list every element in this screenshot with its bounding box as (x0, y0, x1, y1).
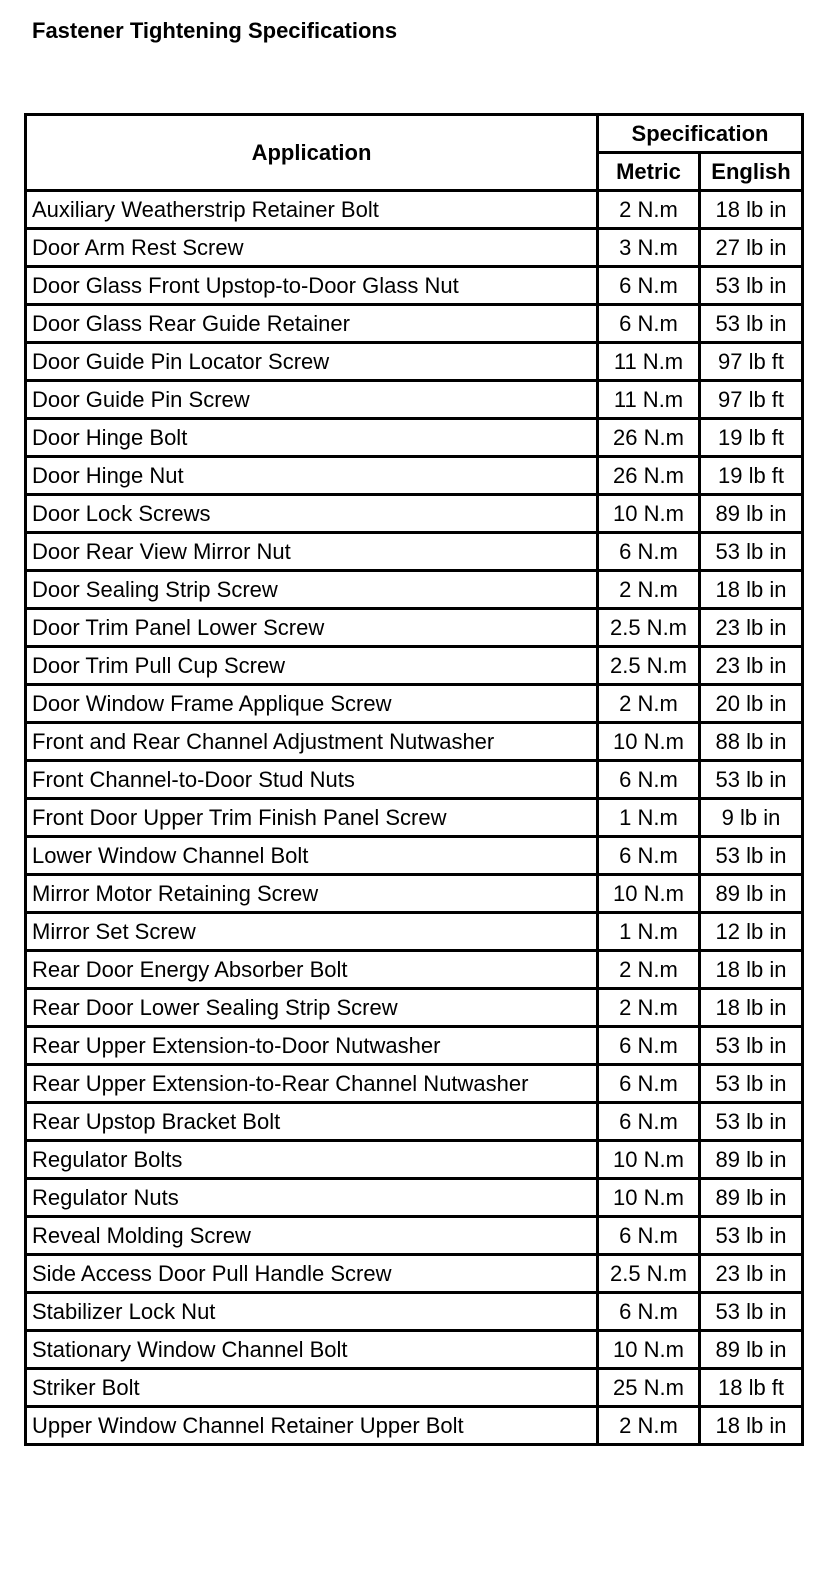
metric-cell: 6 N.m (598, 533, 700, 571)
metric-cell: 2 N.m (598, 685, 700, 723)
application-cell: Upper Window Channel Retainer Upper Bolt (26, 1407, 598, 1445)
english-cell: 53 lb in (700, 1027, 803, 1065)
table-row (26, 761, 803, 799)
table-row (26, 723, 803, 761)
table-row (26, 457, 803, 495)
table-row (26, 229, 803, 267)
english-cell: 53 lb in (700, 533, 803, 571)
table-row (26, 1217, 803, 1255)
table-row (26, 571, 803, 609)
english-cell: 53 lb in (700, 1293, 803, 1331)
table-row (26, 1293, 803, 1331)
table-row (26, 685, 803, 723)
english-cell: 19 lb ft (700, 457, 803, 495)
application-cell: Door Hinge Bolt (26, 419, 598, 457)
table-row (26, 951, 803, 989)
application-cell: Reveal Molding Screw (26, 1217, 598, 1255)
english-cell: 88 lb in (700, 723, 803, 761)
application-cell: Front and Rear Channel Adjustment Nutwasher (26, 723, 598, 761)
english-cell: 23 lb in (700, 1255, 803, 1293)
table-row (26, 799, 803, 837)
english-cell: 18 lb in (700, 989, 803, 1027)
english-cell: 97 lb ft (700, 343, 803, 381)
metric-cell: 25 N.m (598, 1369, 700, 1407)
english-cell: 53 lb in (700, 1217, 803, 1255)
application-cell: Door Guide Pin Locator Screw (26, 343, 598, 381)
application-cell: Stationary Window Channel Bolt (26, 1331, 598, 1369)
english-cell: 18 lb in (700, 571, 803, 609)
english-cell: 53 lb in (700, 761, 803, 799)
metric-cell: 2 N.m (598, 191, 700, 229)
application-cell: Door Trim Panel Lower Screw (26, 609, 598, 647)
metric-cell: 10 N.m (598, 1179, 700, 1217)
english-cell: 89 lb in (700, 1331, 803, 1369)
application-cell: Rear Door Energy Absorber Bolt (26, 951, 598, 989)
table-row (26, 1255, 803, 1293)
application-cell: Front Channel-to-Door Stud Nuts (26, 761, 598, 799)
metric-cell: 6 N.m (598, 1217, 700, 1255)
metric-cell: 1 N.m (598, 913, 700, 951)
metric-cell: 6 N.m (598, 1027, 700, 1065)
english-cell: 18 lb in (700, 191, 803, 229)
application-cell: Rear Upper Extension-to-Rear Channel Nutwasher (26, 1065, 598, 1103)
metric-cell: 2 N.m (598, 571, 700, 609)
table-row (26, 1027, 803, 1065)
metric-cell: 1 N.m (598, 799, 700, 837)
table-row (26, 419, 803, 457)
application-cell: Rear Upstop Bracket Bolt (26, 1103, 598, 1141)
header-application: Application (26, 115, 598, 191)
application-cell: Mirror Motor Retaining Screw (26, 875, 598, 913)
table-row (26, 1407, 803, 1445)
metric-cell: 26 N.m (598, 457, 700, 495)
table-header (26, 115, 803, 191)
english-cell: 53 lb in (700, 1065, 803, 1103)
metric-cell: 2 N.m (598, 989, 700, 1027)
application-cell: Side Access Door Pull Handle Screw (26, 1255, 598, 1293)
metric-cell: 26 N.m (598, 419, 700, 457)
metric-cell: 11 N.m (598, 381, 700, 419)
table-row (26, 191, 803, 229)
header-english: English (700, 153, 803, 191)
table-body (26, 191, 803, 1445)
metric-cell: 2.5 N.m (598, 609, 700, 647)
table-row (26, 381, 803, 419)
fastener-spec-table (24, 113, 804, 1446)
table-row (26, 495, 803, 533)
english-cell: 19 lb ft (700, 419, 803, 457)
table-row (26, 1179, 803, 1217)
table-row (26, 913, 803, 951)
english-cell: 53 lb in (700, 267, 803, 305)
header-specification: Specification (598, 115, 803, 153)
table-row (26, 609, 803, 647)
application-cell: Door Sealing Strip Screw (26, 571, 598, 609)
table-row (26, 1369, 803, 1407)
table-row (26, 647, 803, 685)
metric-cell: 10 N.m (598, 875, 700, 913)
english-cell: 97 lb ft (700, 381, 803, 419)
english-cell: 18 lb in (700, 951, 803, 989)
application-cell: Regulator Bolts (26, 1141, 598, 1179)
application-cell: Lower Window Channel Bolt (26, 837, 598, 875)
application-cell: Door Trim Pull Cup Screw (26, 647, 598, 685)
table-row (26, 875, 803, 913)
english-cell: 53 lb in (700, 1103, 803, 1141)
metric-cell: 2 N.m (598, 951, 700, 989)
application-cell: Stabilizer Lock Nut (26, 1293, 598, 1331)
metric-cell: 3 N.m (598, 229, 700, 267)
table-row (26, 1331, 803, 1369)
application-cell: Door Arm Rest Screw (26, 229, 598, 267)
metric-cell: 11 N.m (598, 343, 700, 381)
table-row (26, 1141, 803, 1179)
application-cell: Mirror Set Screw (26, 913, 598, 951)
metric-cell: 6 N.m (598, 837, 700, 875)
metric-cell: 6 N.m (598, 1103, 700, 1141)
header-metric: Metric (598, 153, 700, 191)
application-cell: Front Door Upper Trim Finish Panel Screw (26, 799, 598, 837)
table-row (26, 305, 803, 343)
table-row (26, 267, 803, 305)
english-cell: 53 lb in (700, 837, 803, 875)
metric-cell: 6 N.m (598, 1293, 700, 1331)
english-cell: 89 lb in (700, 1179, 803, 1217)
metric-cell: 6 N.m (598, 305, 700, 343)
metric-cell: 10 N.m (598, 1331, 700, 1369)
table-row (26, 343, 803, 381)
metric-cell: 6 N.m (598, 761, 700, 799)
english-cell: 23 lb in (700, 609, 803, 647)
application-cell: Striker Bolt (26, 1369, 598, 1407)
table-row (26, 989, 803, 1027)
english-cell: 23 lb in (700, 647, 803, 685)
application-cell: Door Glass Front Upstop-to-Door Glass Nut (26, 267, 598, 305)
english-cell: 18 lb in (700, 1407, 803, 1445)
metric-cell: 6 N.m (598, 267, 700, 305)
english-cell: 27 lb in (700, 229, 803, 267)
english-cell: 20 lb in (700, 685, 803, 723)
table-row (26, 837, 803, 875)
metric-cell: 10 N.m (598, 723, 700, 761)
metric-cell: 2 N.m (598, 1407, 700, 1445)
english-cell: 89 lb in (700, 1141, 803, 1179)
english-cell: 18 lb ft (700, 1369, 803, 1407)
english-cell: 53 lb in (700, 305, 803, 343)
application-cell: Auxiliary Weatherstrip Retainer Bolt (26, 191, 598, 229)
application-cell: Door Glass Rear Guide Retainer (26, 305, 598, 343)
table-row (26, 1103, 803, 1141)
document-title: Fastener Tightening Specifications (32, 18, 398, 43)
application-cell: Regulator Nuts (26, 1179, 598, 1217)
application-cell: Door Rear View Mirror Nut (26, 533, 598, 571)
metric-cell: 2.5 N.m (598, 647, 700, 685)
application-cell: Rear Door Lower Sealing Strip Screw (26, 989, 598, 1027)
table-row (26, 533, 803, 571)
application-cell: Rear Upper Extension-to-Door Nutwasher (26, 1027, 598, 1065)
english-cell: 89 lb in (700, 875, 803, 913)
metric-cell: 10 N.m (598, 1141, 700, 1179)
application-cell: Door Guide Pin Screw (26, 381, 598, 419)
english-cell: 9 lb in (700, 799, 803, 837)
metric-cell: 6 N.m (598, 1065, 700, 1103)
english-cell: 89 lb in (700, 495, 803, 533)
english-cell: 12 lb in (700, 913, 803, 951)
table-row (26, 1065, 803, 1103)
application-cell: Door Lock Screws (26, 495, 598, 533)
application-cell: Door Window Frame Applique Screw (26, 685, 598, 723)
metric-cell: 10 N.m (598, 495, 700, 533)
metric-cell: 2.5 N.m (598, 1255, 700, 1293)
application-cell: Door Hinge Nut (26, 457, 598, 495)
